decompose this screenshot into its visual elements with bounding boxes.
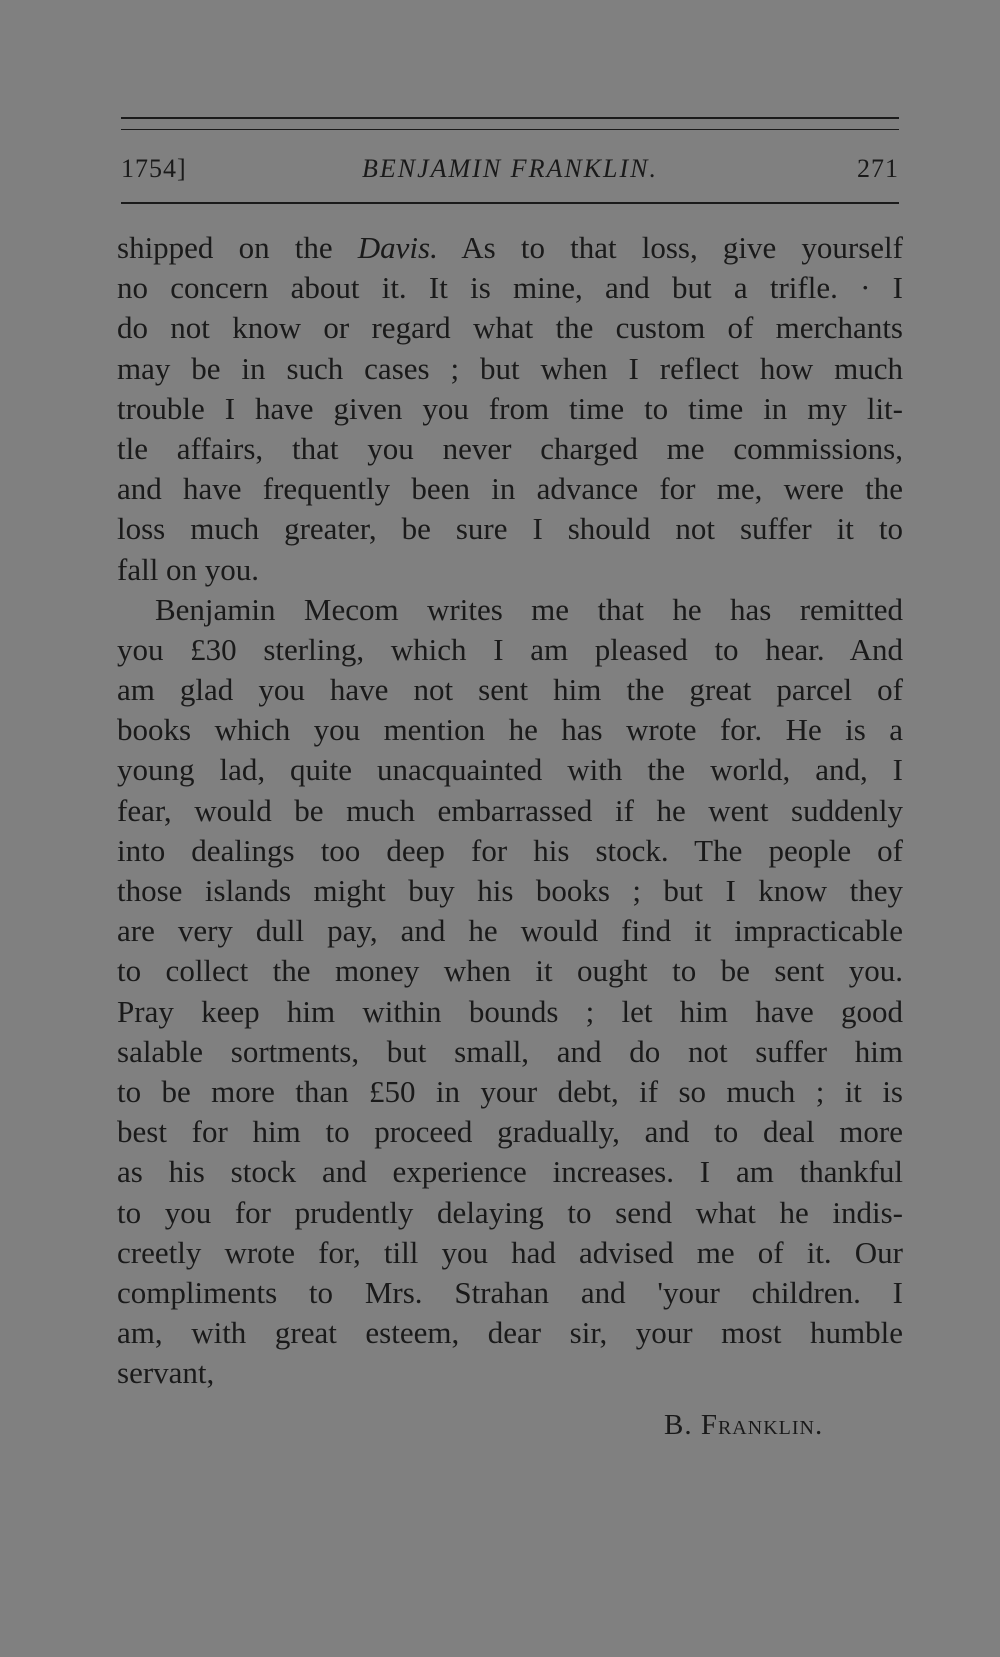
text-line: best for him to proceed gradually, and to deal more bbox=[117, 1114, 903, 1150]
text-line: those islands might buy his books ; but I know they bbox=[117, 873, 903, 908]
text-line: fear, would be much embarrassed if he went suddenly bbox=[117, 792, 903, 828]
running-head bbox=[121, 151, 899, 187]
text-line: and have frequently been in advance for me, were the bbox=[117, 471, 903, 507]
text-line: young lad, quite unacquainted with the world, and, I bbox=[117, 752, 903, 788]
text-line: Benjamin Mecom writes me that he has remitted bbox=[155, 591, 903, 627]
text-line: to collect the money when it ought to be sent you. bbox=[117, 953, 903, 989]
text-line: are very dull pay, and he would find it impracticable bbox=[117, 913, 903, 949]
text-line: fall on you. bbox=[117, 551, 260, 587]
text-line: loss much greater, be sure I should not suffer it to bbox=[117, 511, 903, 547]
signature: B. Franklin. bbox=[664, 1409, 824, 1441]
top-rule bbox=[121, 117, 899, 119]
text-line: creetly wrote for, till you had advised me of it. Our bbox=[117, 1234, 903, 1270]
text-line: am, with great esteem, dear sir, your most humble bbox=[117, 1315, 903, 1351]
header-year: 1754] bbox=[121, 154, 187, 183]
header-title: BENJAMIN FRANKLIN. bbox=[362, 154, 658, 183]
text-line: compliments to Mrs. Strahan and 'your children. I bbox=[117, 1274, 903, 1310]
top-rule-inner bbox=[121, 129, 899, 130]
line-text: As to that loss, give yourself bbox=[437, 230, 903, 265]
text-line: as his stock and experience increases. I am thankful bbox=[117, 1154, 903, 1190]
text-line: salable sortments, but small, and do not suffer him bbox=[117, 1033, 903, 1069]
text-line: Pray keep him within bounds ; let him have good bbox=[117, 993, 903, 1029]
text-line: to be more than £50 in your debt, if so much ; it is bbox=[117, 1073, 903, 1109]
paragraph-2 bbox=[117, 590, 903, 1394]
header-rule bbox=[121, 202, 899, 204]
ship-name: Davis. bbox=[357, 230, 438, 265]
text-line: trouble I have given you from time to time in my lit- bbox=[117, 390, 903, 426]
text-line: into dealings too deep for his stock. The people of bbox=[117, 832, 903, 868]
text-line: am glad you have not sent him the great parcel of bbox=[117, 672, 903, 708]
text-line: to you for prudently delaying to send what he indis- bbox=[117, 1194, 903, 1230]
line-text: shipped on the bbox=[117, 230, 358, 265]
text-line: do not know or regard what the custom of merchants bbox=[117, 310, 903, 346]
paragraph-1 bbox=[117, 228, 903, 590]
text-line: tle affairs, that you never charged me commissions, bbox=[117, 430, 903, 466]
page-number: 271 bbox=[857, 154, 899, 183]
body-text bbox=[117, 228, 903, 1393]
text-line: may be in such cases ; but when I reflect how much bbox=[117, 350, 903, 386]
text-line: no concern about it. It is mine, and but a trifle. · I bbox=[117, 270, 903, 306]
text-line: servant, bbox=[117, 1355, 215, 1391]
text-line bbox=[117, 228, 903, 268]
text-line: you £30 sterling, which I am pleased to hear. And bbox=[117, 631, 903, 667]
text-line: books which you mention he has wrote for. He is a bbox=[117, 712, 903, 748]
